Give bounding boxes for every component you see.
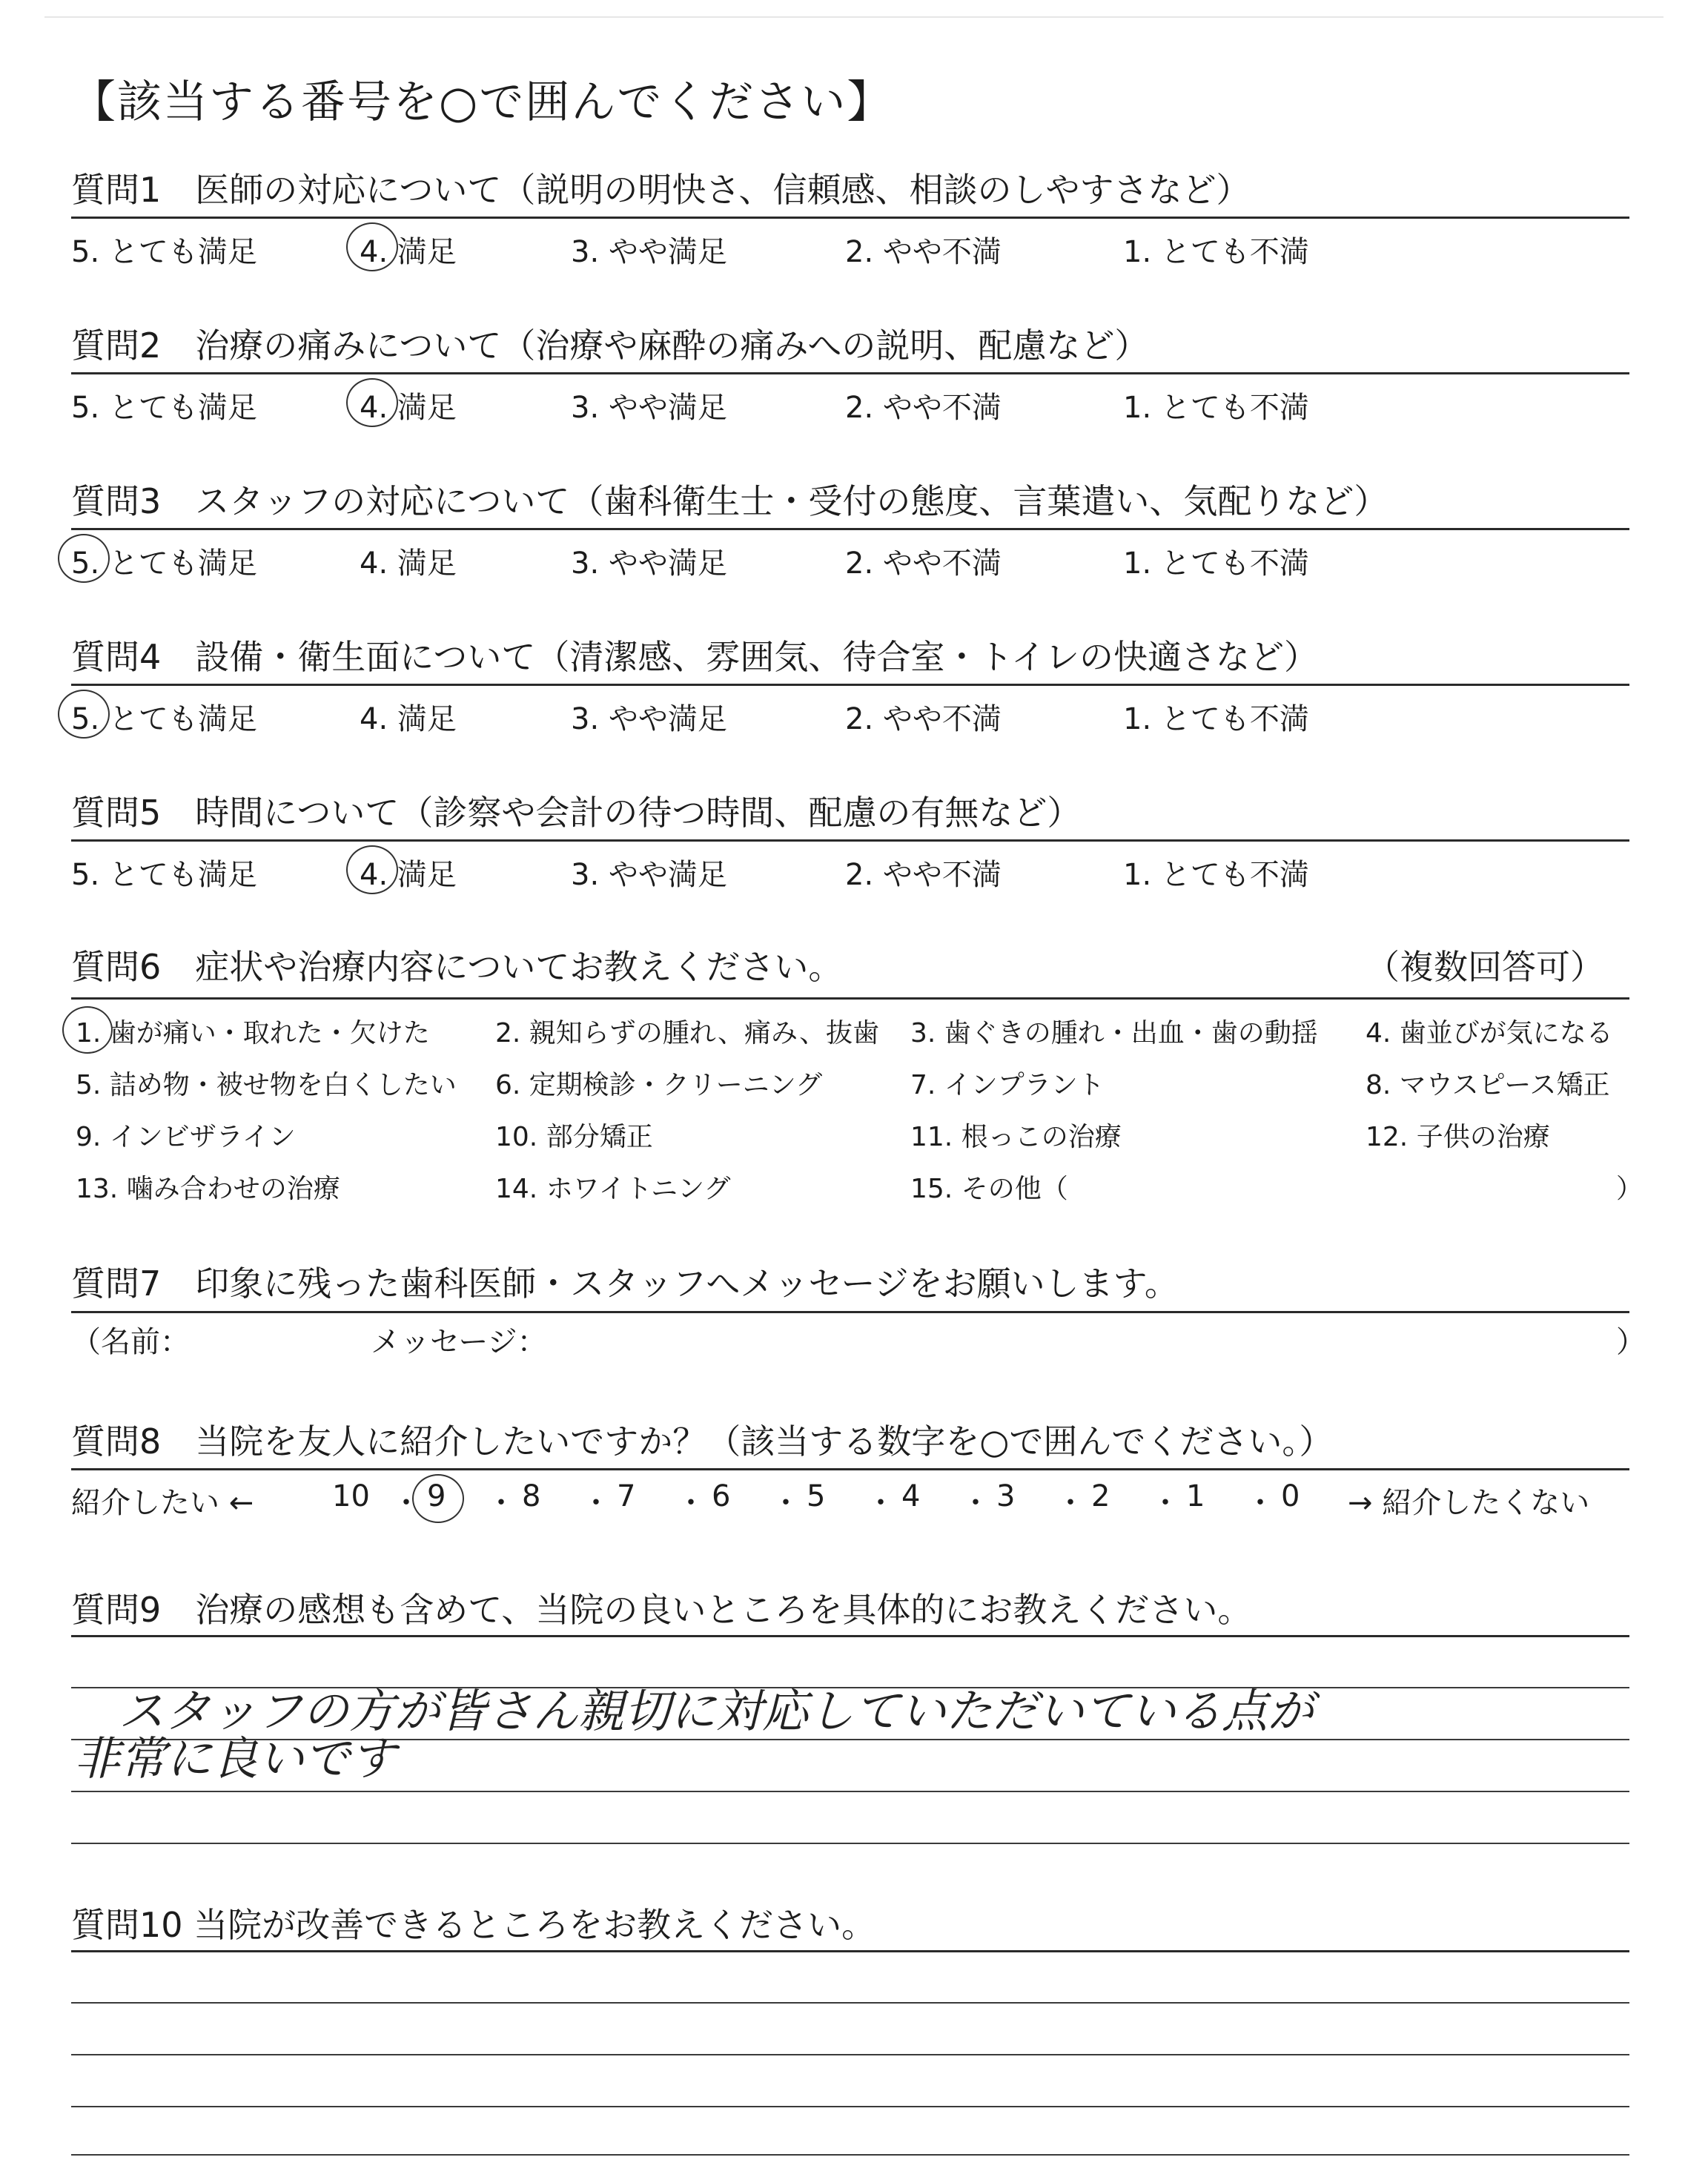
q6-option[interactable]: 8. マウスピース矯正 xyxy=(1366,1070,1610,1100)
q5-option[interactable]: 5. とても満足 xyxy=(71,858,257,892)
q6-rule xyxy=(71,997,1629,1000)
q6-option[interactable]: 1. 歯が痛い・取れた・欠けた xyxy=(76,1018,430,1048)
q8-rule xyxy=(71,1468,1629,1470)
q8-scale-dot: ・ xyxy=(676,1486,706,1520)
q4-option[interactable]: 3. やや満足 xyxy=(571,702,727,736)
q5-title: 質問5 時間について（診察や会計の待つ時間、配慮の有無など） xyxy=(71,793,1082,833)
q4-option[interactable]: 5. とても満足 xyxy=(71,702,257,736)
q6-option[interactable]: 12. 子供の治療 xyxy=(1366,1122,1550,1152)
q6-option[interactable]: 4. 歯並びが気になる xyxy=(1366,1018,1613,1048)
q6-selected-circle xyxy=(62,1006,113,1054)
q10-title: 質問10 当院が改善できるところをお教えください。 xyxy=(71,1905,876,1945)
q6-option[interactable]: 11. 根っこの治療 xyxy=(910,1122,1122,1152)
q1-title: 質問1 医師の対応について（説明の明快さ、信頼感、相談のしやすさなど） xyxy=(71,170,1251,210)
q6-note: （複数回答可） xyxy=(1366,947,1604,987)
q4-selected-circle xyxy=(58,690,110,739)
q8-scale-value[interactable]: 2 xyxy=(1091,1479,1110,1513)
q8-scale-dot: ・ xyxy=(581,1486,611,1520)
q8-scale-value[interactable]: 6 xyxy=(712,1479,731,1513)
q2-rule xyxy=(71,372,1629,374)
q10-answer-line xyxy=(71,2002,1629,2004)
q8-scale-value[interactable]: 7 xyxy=(617,1479,636,1513)
q2-option[interactable]: 2. やや不満 xyxy=(845,391,1002,425)
q7-close-paren: ） xyxy=(1616,1325,1646,1359)
q10-answer-line xyxy=(71,2054,1629,2055)
q6-option[interactable]: 5. 詰め物・被せ物を白くしたい xyxy=(76,1070,457,1100)
q3-option[interactable]: 5. とても満足 xyxy=(71,546,257,581)
q8-scale-value[interactable]: 8 xyxy=(522,1479,541,1513)
q1-option[interactable]: 3. やや満足 xyxy=(571,235,727,269)
q9-rule xyxy=(71,1635,1629,1637)
q10-answer-line xyxy=(71,2106,1629,2107)
q7-name-label: （名前： xyxy=(71,1325,190,1359)
q5-selected-circle xyxy=(346,845,398,894)
q4-option[interactable]: 1. とても不満 xyxy=(1123,702,1309,736)
q2-option[interactable]: 5. とても満足 xyxy=(71,391,257,425)
q6-option[interactable]: 15. その他（ xyxy=(910,1174,1068,1204)
q9-title: 質問9 治療の感想も含めて、当院の良いところを具体的にお教えください。 xyxy=(71,1590,1252,1630)
q8-scale-value[interactable]: 9 xyxy=(427,1479,446,1513)
q9-handwritten-answer-2: 非常に良いです xyxy=(74,1731,397,1786)
q10-rule xyxy=(71,1950,1629,1952)
q5-rule xyxy=(71,839,1629,842)
q8-scale-dot: ・ xyxy=(486,1486,516,1520)
q8-scale-value[interactable]: 1 xyxy=(1186,1479,1205,1513)
q3-rule xyxy=(71,528,1629,530)
q8-title: 質問8 当院を友人に紹介したいですか？（該当する数字を○で囲んでください。） xyxy=(71,1421,1334,1462)
q1-option[interactable]: 4. 満足 xyxy=(360,235,457,269)
q7-rule xyxy=(71,1311,1629,1313)
q4-option[interactable]: 4. 満足 xyxy=(360,702,457,736)
q6-option[interactable]: 9. インビザライン xyxy=(76,1122,296,1152)
q8-scale-value[interactable]: 5 xyxy=(807,1479,826,1513)
q6-option[interactable]: 2. 親知らずの腫れ、痛み、抜歯 xyxy=(495,1018,880,1048)
q1-option[interactable]: 1. とても不満 xyxy=(1123,235,1309,269)
q3-option[interactable]: 2. やや不満 xyxy=(845,546,1002,581)
q10-answer-line xyxy=(71,2154,1629,2156)
page-heading: 【該当する番号を○で囲んでください】 xyxy=(71,76,893,128)
q3-option[interactable]: 1. とても不満 xyxy=(1123,546,1309,581)
q8-scale-dot: ・ xyxy=(961,1486,990,1520)
q6-option[interactable]: 7. インプラント xyxy=(910,1070,1105,1100)
q2-option[interactable]: 3. やや満足 xyxy=(571,391,727,425)
q8-scale-dot: ・ xyxy=(866,1486,896,1520)
q8-scale-value[interactable]: 4 xyxy=(901,1479,921,1513)
q5-option[interactable]: 4. 満足 xyxy=(360,858,457,892)
q2-title: 質問2 治療の痛みについて（治療や麻酔の痛みへの説明、配慮など） xyxy=(71,326,1149,366)
q1-selected-circle xyxy=(346,222,398,271)
q8-scale-dot: ・ xyxy=(1245,1486,1275,1520)
q2-option[interactable]: 1. とても不満 xyxy=(1123,391,1309,425)
q8-scale-dot: ・ xyxy=(771,1486,801,1520)
q7-title: 質問7 印象に残った歯科医師・スタッフへメッセージをお願いします。 xyxy=(71,1264,1179,1304)
q2-option[interactable]: 4. 満足 xyxy=(360,391,457,425)
q1-option[interactable]: 5. とても満足 xyxy=(71,235,257,269)
q8-scale-dot: ・ xyxy=(1056,1486,1085,1520)
q6-option[interactable]: 3. 歯ぐきの腫れ・出血・歯の動揺 xyxy=(910,1018,1318,1048)
q3-title: 質問3 スタッフの対応について（歯科衛生士・受付の態度、言葉遣い、気配りなど） xyxy=(71,481,1388,521)
q8-selected-circle xyxy=(412,1474,464,1523)
q6-option[interactable]: 14. ホワイトニング xyxy=(495,1174,731,1204)
q4-title: 質問4 設備・衛生面について（清潔感、雰囲気、待合室・トイレの快適さなど） xyxy=(71,637,1319,677)
q8-scale-value[interactable]: 0 xyxy=(1281,1479,1300,1513)
q8-scale-dot: ・ xyxy=(391,1486,421,1520)
q8-scale-dot: ・ xyxy=(1151,1486,1180,1520)
q6-option[interactable]: 10. 部分矯正 xyxy=(495,1122,653,1152)
q5-option[interactable]: 3. やや満足 xyxy=(571,858,727,892)
q8-right-label: → 紹介したくない xyxy=(1348,1486,1590,1520)
q5-option[interactable]: 2. やや不満 xyxy=(845,858,1002,892)
q6-option[interactable]: 13. 噛み合わせの治療 xyxy=(76,1174,340,1204)
q1-option[interactable]: 2. やや不満 xyxy=(845,235,1002,269)
q3-option[interactable]: 3. やや満足 xyxy=(571,546,727,581)
q5-option[interactable]: 1. とても不満 xyxy=(1123,858,1309,892)
q6-option: ） xyxy=(1616,1174,1644,1204)
q6-title: 質問6 症状や治療内容についてお教えください。 xyxy=(71,947,843,987)
top-border xyxy=(44,16,1664,18)
q8-scale-value[interactable]: 10 xyxy=(332,1479,370,1513)
q4-option[interactable]: 2. やや不満 xyxy=(845,702,1002,736)
q9-answer-line xyxy=(71,1791,1629,1792)
q1-rule xyxy=(71,217,1629,219)
q9-handwritten-answer-1: スタッフの方が皆さん親切に対応していただいている点が xyxy=(119,1684,1314,1738)
q3-selected-circle xyxy=(58,534,110,583)
q8-scale-value[interactable]: 3 xyxy=(996,1479,1016,1513)
q7-message-label: メッセージ： xyxy=(371,1325,547,1359)
q6-option[interactable]: 6. 定期検診・クリーニング xyxy=(495,1070,823,1100)
q2-selected-circle xyxy=(346,378,398,427)
q8-left-label: 紹介したい ← xyxy=(71,1486,254,1520)
q3-option[interactable]: 4. 満足 xyxy=(360,546,457,581)
q4-rule xyxy=(71,684,1629,686)
q9-answer-line xyxy=(71,1843,1629,1844)
